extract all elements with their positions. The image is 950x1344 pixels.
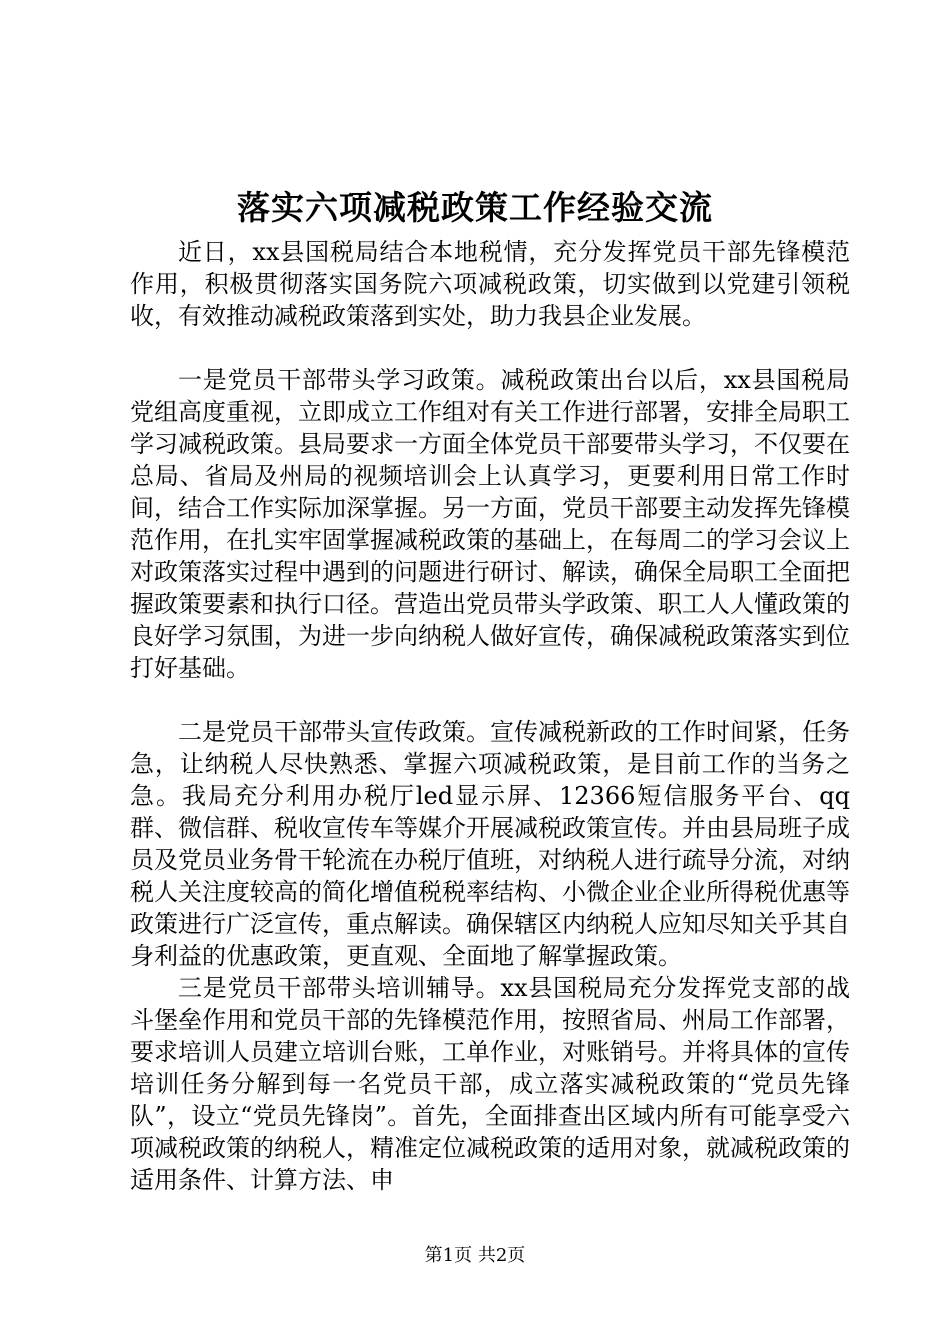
paragraph-promote-policy: 二是党员干部带头宣传政策。宣传减税新政的工作时间紧，任务急，让纳税人尽快熟悉、掌握六项减税政策，是目前工作的当务之急。我局充分利用办税厅led显示屏、12366短信服务平台、qq群、微信群、税收宣传车等媒介开展减税政策宣传。并由县局班子成员及党员业务骨干轮流在办税厅值班，对纳税人进行疏导分流，对纳税人关注度较高的简化增值税税率结构、小微企业企业所得税优惠等政策进行广泛宣传，重点解读。确保辖区内纳税人应知尽知关乎其自身利益的优惠政策，更直观、全面地了解掌握政策。 xyxy=(130,718,850,970)
document-body xyxy=(130,236,850,1196)
page-footer: 第1页 共2页 xyxy=(424,1245,526,1266)
paragraph-intro: 近日，xx县国税局结合本地税情，充分发挥党员干部先锋模范作用，积极贯彻落实国务院六项减税政策，切实做到以党建引领税收，有效推动减税政策落到实处，助力我县企业发展。 xyxy=(130,238,850,330)
paragraph-study-policy: 一是党员干部带头学习政策。减税政策出台以后，xx县国税局党组高度重视，立即成立工作组对有关工作进行部署，安排全局职工学习减税政策。县局要求一方面全体党员干部要带头学习，不仅要在总局、省局及州局的视频培训会上认真学习，更要利用日常工作时间，结合工作实际加深掌握。另一方面，党员干部要主动发挥先锋模范作用，在扎实牢固掌握减税政策的基础上，在每周二的学习会议上对政策落实过程中遇到的问题进行研讨、解读，确保全局职工全面把握政策要素和执行口径。营造出党员带头学政策、职工人人懂政策的良好学习氛围，为进一步向纳税人做好宣传，确保减税政策落实到位打好基础。 xyxy=(130,366,850,682)
paragraph-training-guidance: 三是党员干部带头培训辅导。xx县国税局充分发挥党支部的战斗堡垒作用和党员干部的先锋模范作用，按照省局、州局工作部署，要求培训人员建立培训台账，工单作业，对账销号。并将具体的宣传培训任务分解到每一名党员干部，成立落实减税政策的“党员先锋队”，设立“党员先锋岗”。首先，全面排查出区域内所有可能享受六项减税政策的纳税人，精准定位减税政策的适用对象，就减税政策的适用条件、计算方法、申 xyxy=(130,974,850,1194)
document-title: 落实六项减税政策工作经验交流 xyxy=(237,188,713,227)
